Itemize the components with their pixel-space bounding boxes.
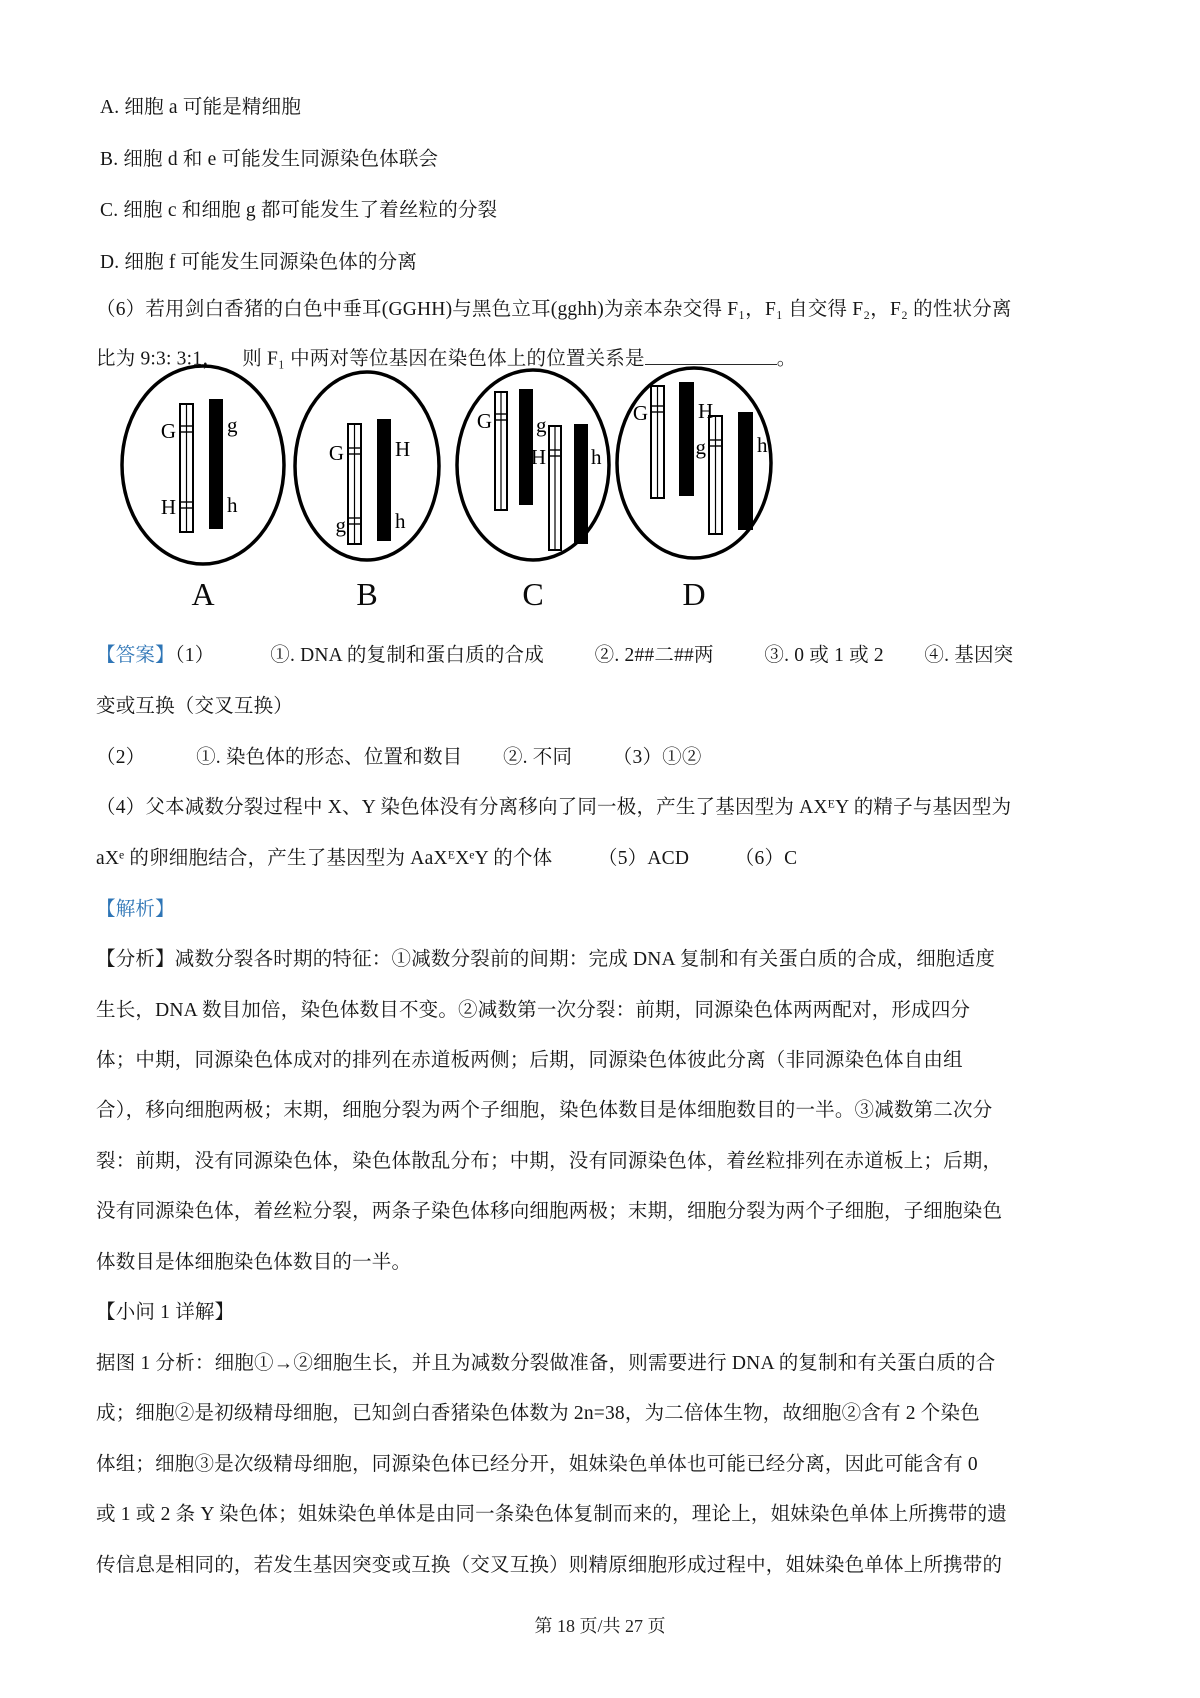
option-b: B. 细胞 d 和 e 可能发生同源染色体联会 — [100, 149, 439, 170]
question6-line1: （6）若用剑白香猪的白色中垂耳(GGHH)与黑色立耳(gghh)为亲本杂交得 F₁，F₁ 自交得 F₂，F₂ 的性状分离 — [96, 299, 1012, 320]
option-d: D. 细胞 f 可能发生同源染色体的分离 — [100, 252, 418, 273]
analysis-line4: 合），移向细胞两极；末期，细胞分裂为两个子细胞，染色体数目是体细胞数目的一半。③减数第二次分 — [96, 1100, 993, 1121]
page-number: 第 18 页/共 27 页 — [534, 1616, 666, 1636]
gene-label: g — [695, 435, 706, 459]
gene-label: G — [632, 401, 648, 425]
gene-label: H — [530, 445, 546, 469]
black-chromosome — [377, 419, 391, 541]
cell-a-diagram — [118, 362, 288, 570]
black-chromosome — [209, 399, 223, 529]
black-chromosome — [679, 382, 694, 496]
detail1-line1: 据图 1 分析：细胞①→②细胞生长，并且为减数分裂做准备，则需要进行 DNA 的复制和有关蛋白质的合 — [96, 1353, 996, 1374]
detail1-line3: 体组；细胞③是次级精母细胞，同源染色体已经分开，姐妹染色单体也可能已经分离，因此可能含有 0 — [96, 1454, 978, 1475]
cell-b-label: B — [356, 576, 378, 612]
detail1-heading: 【小问 1 详解】 — [96, 1302, 235, 1323]
chromosome-cells-figure — [112, 360, 802, 628]
cell-b-diagram — [292, 368, 442, 564]
analysis-line3: 体；中期，同源染色体成对的排列在赤道板两侧；后期，同源染色体彼此分离（非同源染色体自由组 — [96, 1050, 963, 1071]
cell-b-membrane — [295, 372, 439, 560]
black-chromosome — [574, 424, 588, 544]
cell-d-label: D — [682, 576, 706, 612]
answer-line5: aXᵉ 的卵细胞结合，产生了基因型为 AaXᴱXᵉY 的个体 （5）ACD （6）C — [96, 848, 798, 869]
answer-tag: 【答案】 — [96, 645, 175, 666]
analysis-line7: 体数目是体细胞染色体数目的一半。 — [96, 1252, 412, 1273]
cell-c-label: C — [522, 576, 544, 612]
gene-label: G — [476, 409, 492, 433]
gene-label: H — [160, 495, 176, 519]
analysis-line2: 生长，DNA 数目加倍，染色体数目不变。②减数第一次分裂：前期，同源染色体两两配对，形成四分 — [96, 1000, 971, 1021]
gene-label: g — [227, 413, 238, 437]
cell-b — [292, 368, 442, 564]
detail1-line2: 成；细胞②是初级精母细胞，已知剑白香猪染色体数为 2n=38，为二倍体生物，故细胞②含有 2 个染色 — [96, 1403, 980, 1424]
explanation-tag: 【解析】 — [96, 899, 175, 920]
analysis-line6: 没有同源染色体，着丝粒分裂，两条子染色体移向细胞两极；末期，细胞分裂为两个子细胞，子细胞染色 — [96, 1201, 1003, 1222]
gene-label: h — [227, 493, 238, 517]
answer-line1 — [96, 643, 1013, 669]
cell-a-membrane — [122, 366, 284, 564]
answer-line1-text: （1） ①. DNA 的复制和蛋白质的合成 ②. 2##二##两 ③. 0 或 1 或 2 ④. 基因突 — [174, 645, 1014, 666]
gene-label: h — [591, 445, 602, 469]
answer-line3: （2） ①. 染色体的形态、位置和数目 ②. 不同 （3）①② — [96, 747, 702, 768]
option-c: C. 细胞 c 和细胞 g 都可能发生了着丝粒的分裂 — [100, 200, 498, 221]
analysis-line1: 【分析】减数分裂各时期的特征：①减数分裂前的间期：完成 DNA 复制和有关蛋白质的合成，细胞适度 — [96, 949, 996, 970]
cell-c — [454, 366, 612, 564]
question6-line2-text: 比为 9:3: 3:1， 则 F₁ 中两对等位基因在染色体上的位置关系是 — [96, 348, 645, 370]
detail1-line4: 或 1 或 2 条 Y 染色体；姐妹染色单体是由同一条染色体复制而来的，理论上，姐妹染色单体上所携带的遗 — [96, 1504, 1008, 1525]
gene-label: G — [160, 419, 176, 443]
option-a: A. 细胞 a 可能是精细胞 — [100, 97, 302, 118]
gene-label: g — [335, 513, 346, 537]
detail1-line5: 传信息是相同的，若发生基因突变或互换（交叉互换）则精原细胞形成过程中，姐妹染色单体上所携带的 — [96, 1555, 1003, 1576]
gene-label: h — [395, 509, 406, 533]
cell-a-label: A — [191, 576, 215, 612]
black-chromosome — [738, 412, 753, 530]
cell-a — [118, 362, 288, 570]
cell-d — [614, 364, 774, 562]
gene-label: G — [328, 441, 344, 465]
gene-label: H — [395, 437, 411, 461]
analysis-line5: 裂：前期，没有同源染色体，染色体散乱分布；中期，没有同源染色体，着丝粒排列在赤道板上；后期， — [96, 1151, 1003, 1172]
cell-c-diagram — [454, 366, 612, 564]
question6-line2-period: 。 — [776, 348, 797, 370]
gene-label: H — [698, 399, 714, 423]
cell-d-diagram — [614, 364, 774, 562]
gene-label: h — [757, 433, 768, 457]
answer-line4: （4）父本减数分裂过程中 X、Y 染色体没有分离移向了同一极，产生了基因型为 AXᴱY 的精子与基因型为 — [96, 797, 1012, 818]
gene-label: g — [536, 413, 547, 437]
answer-line2: 变或互换（交叉互换） — [96, 696, 294, 717]
